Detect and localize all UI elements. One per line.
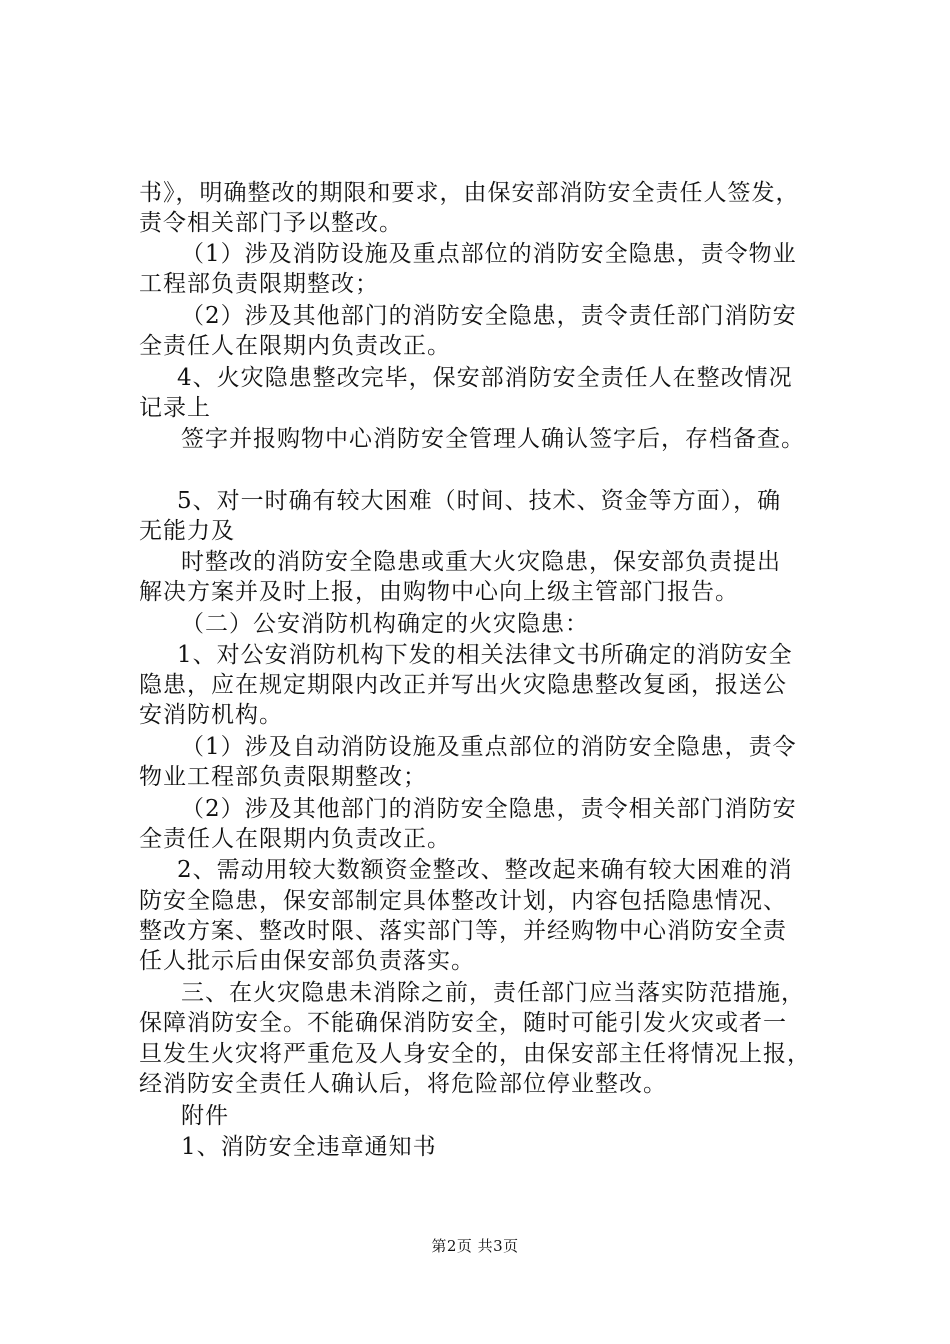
text-line: 4、火灾隐患整改完毕，保安部消防安全责任人在整改情况 [177,365,793,391]
text-line: 2、需动用较大数额资金整改、整改起来确有较大困难的消 [177,857,793,883]
text-line: 全责任人在限期内负责改正。 [139,333,451,359]
text-line: 1、对公安消防机构下发的相关法律文书所确定的消防安全 [177,642,793,668]
text-line: 隐患，应在规定期限内改正并写出火灾隐患整改复函，报送公 [139,672,787,698]
text-line: 书》，明确整改的期限和要求，由保安部消防安全责任人签发， [139,180,800,206]
text-line: 物业工程部负责限期整改； [139,764,427,790]
text-line: 责令相关部门予以整改。 [139,210,403,236]
text-line: 解决方案并及时上报，由购物中心向上级主管部门报告。 [139,579,739,605]
text-line: 5、对一时确有较大困难（时间、技术、资金等方面），确 [177,488,782,514]
text-line: 任人批示后由保安部负责落实。 [139,948,475,974]
text-line: 工程部负责限期整改； [139,271,379,297]
text-line: 整改方案、整改时限、落实部门等，并经购物中心消防安全责 [139,918,787,944]
text-line: 附件 [181,1103,229,1129]
text-line: 旦发生火灾将严重危及人身安全的，由保安部主任将情况上报， [139,1041,811,1067]
text-line: 无能力及 [139,518,235,544]
text-line: 1、消防安全违章通知书 [181,1134,437,1160]
text-line: （2）涉及其他部门的消防安全隐患，责令相关部门消防安 [181,796,797,822]
text-line: （1）涉及消防设施及重点部位的消防安全隐患，责令物业 [181,241,797,267]
text-line: 三、在火灾隐患未消除之前，责任部门应当落实防范措施， [181,980,805,1006]
text-line: 防安全隐患，保安部制定具体整改计划，内容包括隐患情况、 [139,888,787,914]
text-line: 保障消防安全。不能确保消防安全，随时可能引发火灾或者一 [139,1010,787,1036]
text-line: 记录上 [139,395,211,421]
text-line: 签字并报购物中心消防安全管理人确认签字后，存档备查。 [181,426,805,452]
text-line: 时整改的消防安全隐患或重大火灾隐患，保安部负责提出 [181,549,781,575]
text-line: 全责任人在限期内负责改正。 [139,826,451,852]
text-line: （1）涉及自动消防设施及重点部位的消防安全隐患，责令 [181,734,797,760]
text-line: （二）公安消防机构确定的火灾隐患： [181,611,589,637]
text-line: （2）涉及其他部门的消防安全隐患，责令责任部门消防安 [181,303,797,329]
text-line: 经消防安全责任人确认后，将危险部位停业整改。 [139,1071,667,1097]
page-number-footer: 第2页 共3页 [431,1237,519,1255]
text-line: 安消防机构。 [139,702,283,728]
